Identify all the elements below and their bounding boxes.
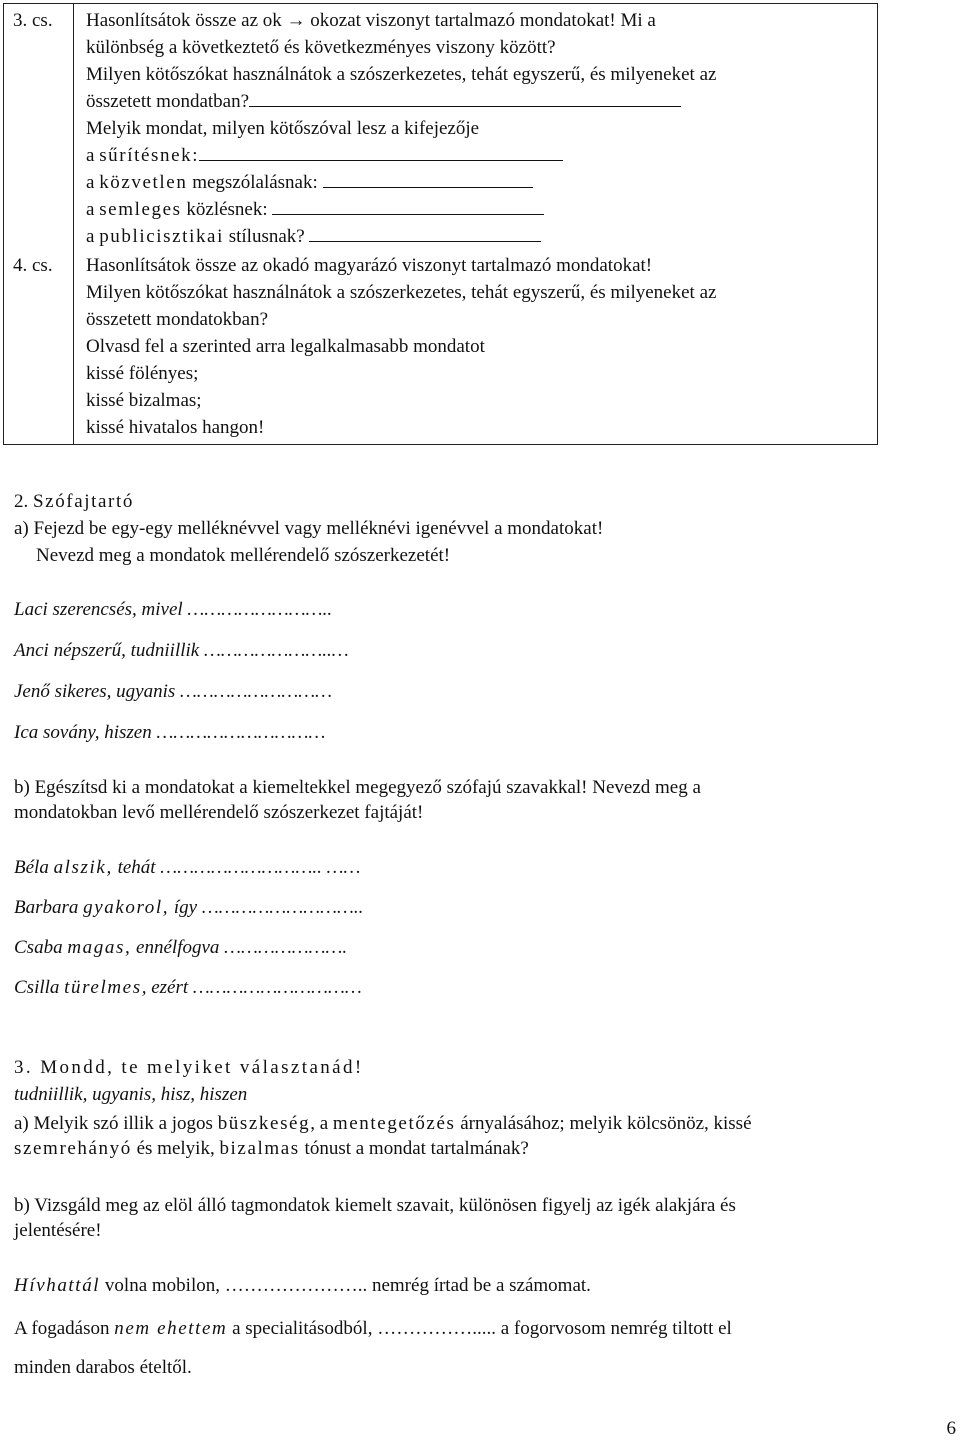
row3-line1: Hasonlítsátok össze az ok → okozat viszonyt tartalmazó mondatokat! Mi a [86,10,656,31]
section2-item-jeno: Jenő sikeres, ugyanis ……………………… [14,681,333,702]
row3-line9: a publicisztikai stílusnak? [86,224,541,250]
section2-item-barbara: Barbara gyakorol, így ……………………….. [14,897,364,918]
row3-line5: Melyik mondat, milyen kötőszóval lesz a kifejezője [86,118,480,139]
column-divider [73,4,74,444]
section3-task-b-line2: jelentésére! [14,1220,102,1241]
row4-line6: kissé bizalmas; [86,390,202,411]
section2-task-b-line2: mondatokban levő mellérendelő szószerkezet fajtáját! [14,802,424,823]
row4-line5: kissé fölényes; [86,363,199,384]
section2-item-laci: Laci szerencsés, mivel …………………….. [14,599,333,620]
section2-task-b: b) Egészítsd ki a mondatokat a kiemeltekkel megegyező szófajú szavakkal! Nevezd meg a [14,777,701,798]
section3-sentence1: Hívhattál volna mobilon, ………………….. nemrég írtad be a számomat. [14,1275,591,1296]
row3-line4: összetett mondatban? [86,89,681,115]
section2-task-a-line2: Nevezd meg a mondatok mellérendelő szószerkezetét! [36,545,451,566]
row4-line2: Milyen kötőszókat használnátok a szószerkezetes, tehát egyszerű, és milyeneket az [86,282,717,303]
section3-sentence2-line2: minden darabos ételtől. [14,1357,192,1378]
section3-words: tudniillik, ugyanis, hisz, hiszen [14,1084,248,1105]
row3-line2: különbség a következtető és következményes viszony között? [86,37,556,58]
section2-heading: 2. Szófajtartó [14,491,134,512]
row4-label: 4. cs. [13,255,53,276]
section2-item-bela: Béla alszik, tehát ……………………….. …… [14,857,361,878]
row4-line4: Olvasd fel a szerinted arra legalkalmasabb mondatot [86,336,485,357]
section3-sentence2: A fogadáson nem ehettem a specialitásodból, ……………..... a fogorvosom nemrég tiltott el [14,1318,732,1339]
row4-line1: Hasonlítsátok össze az okadó magyarázó viszonyt tartalmazó mondatokat! [86,255,653,276]
section3-task-b: b) Vizsgáld meg az elöl álló tagmondatok kiemelt szavait, különösen figyelj az igék alakjára és [14,1195,736,1216]
section3-heading: 3. Mondd, te melyiket választanád! [14,1057,364,1078]
section2-task-a: a) Fejezd be egy-egy melléknévvel vagy melléknévi igenévvel a mondatokat! [14,518,604,539]
section3-task-a-line2: szemrehányó és melyik, bizalmas tónust a mondat tartalmának? [14,1138,529,1159]
row3-line6: a sűrítésnek: [86,143,563,169]
row4-line7: kissé hivatalos hangon! [86,417,265,438]
task-table [3,3,878,445]
row4-line3: összetett mondatokban? [86,309,269,330]
row3-line8: a semleges közlésnek: [86,197,544,223]
section2-item-anci: Anci népszerű, tudniillik …………………..… [14,640,349,661]
row3-line3: Milyen kötőszókat használnátok a szószerkezetes, tehát egyszerű, és milyeneket az [86,64,717,85]
section2-item-ica: Ica sovány, hiszen ………………………… [14,722,326,743]
section2-item-csilla: Csilla türelmes, ezért ………………………… [14,977,362,998]
section2-item-csaba: Csaba magas, ennélfogva …………………. [14,937,348,958]
page-number: 6 [946,1418,956,1439]
row3-line7: a közvetlen megszólalásnak: [86,170,533,196]
section3-task-a: a) Melyik szó illik a jogos büszkeség, a mentegetőzés árnyalásához; melyik kölcsönöz, kissé [14,1113,752,1134]
row3-label: 3. cs. [13,10,53,31]
